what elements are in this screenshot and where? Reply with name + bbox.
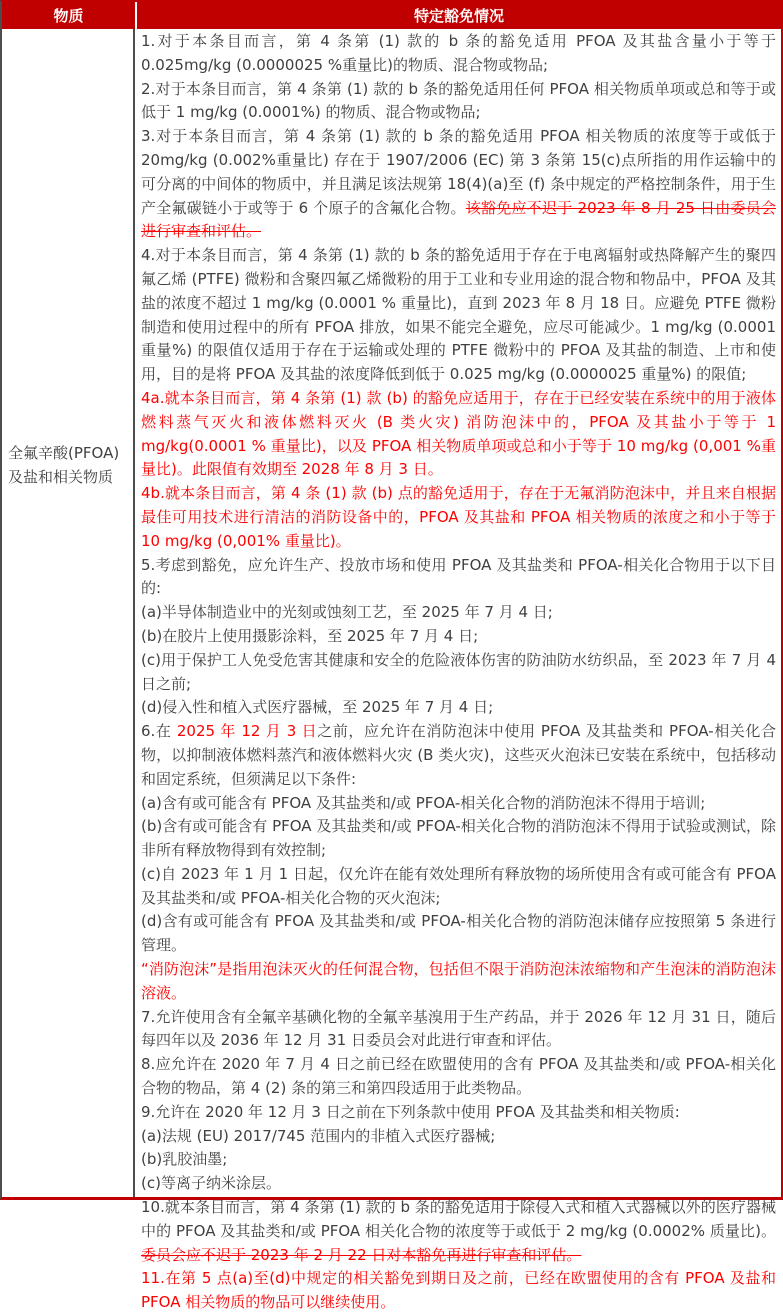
column-header-exemption: 特定豁免情况: [135, 2, 781, 29]
exemption-paragraph: [141, 1148, 776, 1172]
text-segment: (b)含有或可能含有 PFOA 及其盐类和/或 PFOA-相关化合物的消防泡沫不得用于试验或测试，除非所有释放物得到有效控制;: [141, 817, 776, 860]
exemption-paragraph: [141, 482, 776, 553]
exemption-cell: [135, 29, 781, 1312]
exemption-paragraph: [141, 649, 776, 697]
text-segment: (a)含有或可能含有 PFOA 及其盐类和/或 PFOA-相关化合物的消防泡沫不得用于培训;: [141, 793, 706, 812]
text-segment: (c)自 2023 年 1 月 1 日起，仅允许在能有效处理所有释放物的场所使用含有或可能含有 PFOA 及其盐类和/或 PFOA-相关化合物的灭火泡沫;: [141, 864, 776, 907]
text-segment: 2025 年 12 月 3 日: [176, 722, 318, 741]
text-segment: 4b.就本条目而言，第 4 条 (1) 款 (b) 点的豁免适用于，存在于无氟消防泡沫中，并且来自根据最佳可用技术进行清洁的消防设备中的，PFOA 及其盐和 PFOA 相关物质的浓度之和小于等于 10 mg/kg (0,001% 重量比)。: [141, 484, 776, 550]
text-segment: (b)在胶片上使用摄影涂料，至 2025 年 7 月 4 日;: [141, 626, 479, 645]
exemption-paragraph: [141, 1053, 776, 1101]
text-segment: 1.对于本条目而言，第 4 条第 (1) 款的 b 条的豁免适用 PFOA 及其盐含量小于等于 0.025mg/kg (0.0000025 %重量比)的物质、混合物或物品;: [141, 32, 776, 74]
exemption-paragraph: [141, 910, 776, 958]
table-header-row: [2, 2, 781, 29]
text-segment: (b)乳胶油墨;: [141, 1150, 228, 1169]
text-segment: 6.在: [141, 722, 177, 741]
exemption-paragraph: [141, 815, 776, 863]
substance-cell: [2, 29, 135, 1197]
text-segment: (a)法规 (EU) 2017/745 范围内的非植入式医疗器械;: [141, 1126, 496, 1145]
exemption-paragraph: [141, 1125, 776, 1149]
exemption-paragraph: [141, 720, 776, 791]
exemption-paragraph: [141, 625, 776, 649]
substance-name: 全氟辛酸(PFOA)及盐和相关物质: [8, 444, 120, 486]
text-segment: 10.就本条目而言，第 4 条第 (1) 款的 b 条的豁免适用于除侵入式和植入式器械以外的医疗器械中的 PFOA 及其盐类和/或 PFOA 相关化合物的浓度等于或低于 2 mg/kg (0.0002% 质量比)。: [141, 1198, 776, 1240]
text-segment: 11.在第 5 点(a)至(d)中规定的相关豁免到期日及之前，已经在欧盟使用的含有 PFOA 及盐和 PFOA 相关物质的物品可以继续使用。: [141, 1269, 776, 1312]
table-body-row: [2, 29, 781, 1312]
exemption-paragraph: [141, 1172, 776, 1196]
column-header-substance: 物质: [2, 2, 135, 29]
text-segment: “消防泡沫”是指用泡沫灭火的任何混合物，包括但不限于消防泡沫浓缩物和产生泡沫的消防泡沫溶液。: [141, 960, 776, 1002]
exemption-paragraph: [141, 601, 776, 625]
text-segment: (d)侵入性和植入式医疗器械，至 2025 年 7 月 4 日;: [141, 698, 494, 717]
exemption-paragraph: [141, 554, 776, 602]
text-segment: 2.对于本条目而言，第 4 条第 (1) 款的 b 条的豁免适用任何 PFOA 相关物质单项或总和等于或低于 1 mg/kg (0.0001%) 的物质、混合物或物品;: [141, 79, 776, 122]
text-segment: (c)用于保护工人免受危害其健康和安全的危险液体伤害的防油防水纺织品，至 2023 年 7 月 4 日之前;: [141, 650, 776, 693]
text-segment: (d)含有或可能含有 PFOA 及其盐类和/或 PFOA-相关化合物的消防泡沫储存应按照第 5 条进行管理。: [141, 912, 776, 955]
exemption-paragraph: [141, 1196, 776, 1267]
exemption-paragraph: [141, 244, 776, 387]
text-segment: 之前，应允许在消防泡沫中使用 PFOA 及其盐类和 PFOA-相关化合物，以抑制液体燃料蒸汽和液体燃料火灾 (B 类火灾)，这些灭火泡沫已安装在系统中，包括移动和固定系统，但须满足以下条件:: [141, 722, 776, 788]
exemption-paragraph: [141, 1101, 776, 1125]
text-segment: 9.允许在 2020 年 12 月 3 日之前在下列条款中使用 PFOA 及其盐类和相关物质:: [141, 1102, 680, 1121]
exemption-paragraph: [141, 792, 776, 816]
exemption-paragraph: [141, 696, 776, 720]
text-segment: 该豁免应不迟于 2023 年 8 月 25 日由委员会进行审查和评估。: [141, 198, 776, 241]
text-segment: 4.对于本条目而言，第 4 条第 (1) 款的 b 条的豁免适用于存在于电离辐射或热降解产生的聚四氟乙烯 (PTFE) 微粉和含聚四氟乙烯微粉的用于工业和专业用途的混合物和物品中，PFOA 及其盐的浓度不超过 1 mg/kg (0.0001 % 重量比)，直到 2023 年 8 月 18 日。应避免 PTFE 微粉制造和使用过程中的所有 PFOA 排放，如果不能完全避免，应尽可能减少。1 mg/kg (0.0001 重量%) 的限值仅适用于存在于运输或处理的 PTFE 微粉中的 PFOA 及其盐的制造、上市和使用，目的是将 PFOA 及其盐的浓度降低到低于 0.025 mg/kg (0.0000025 重量%) 的限值;: [141, 246, 776, 384]
text-segment: 5.考虑到豁免，应允许生产、投放市场和使用 PFOA 及其盐类和 PFOA-相关化合物用于以下目的:: [141, 555, 776, 598]
text-segment: 8.应允许在 2020 年 7 月 4 日之前已经在欧盟使用的含有 PFOA 及其盐类和/或 PFOA-相关化合物的物品，第 4 (2) 条的第三和第四段适用于此类物品。: [141, 1055, 776, 1098]
text-segment: (c)等离子纳米涂层。: [141, 1174, 281, 1193]
exemption-paragraph: [141, 78, 776, 126]
text-segment: 7.允许使用含有全氟辛基碘化物的全氟辛基溴用于生产药品，并于 2026 年 12 月 31 日，随后每四年以及 2036 年 12 月 31 日委员会对此进行审查和评估。: [141, 1007, 776, 1050]
text-segment: 3.对于本条目而言，第 4 条第 (1) 款的 b 条的豁免适用 PFOA 相关物质的浓度等于或低于 20mg/kg (0.002%重量比) 存在于 1907/2006 (EC) 第 3 条第 15(c)点所指的用作运输中的可分离的中间体的物质中，并且满足该法规第 18(4)(a)至 (f) 条中规定的严格控制条件，用于生产全氟碳链小于或等于 6 个原子的含氟化合物。: [141, 127, 776, 217]
exemption-paragraph: [141, 863, 776, 911]
exemption-paragraph: [141, 125, 776, 244]
exemption-paragraph: [141, 1006, 776, 1054]
text-segment: 4a.就本条目而言，第 4 条第 (1) 款 (b) 的豁免应适用于，存在于已经安装在系统中的用于液体燃料蒸气灭火和液体燃料灭火 (B 类火灾) 消防泡沫中的，PFOA 及其盐小于等于 1 mg/kg(0.0001 % 重量比)，以及 PFOA 相关物质单项或总和小于等于 10 mg/kg (0,001 %重量比)。此限值有效期至 2028 年 8 月 3 日。: [141, 388, 776, 479]
exemption-paragraph: [141, 30, 776, 78]
text-segment: (a)半导体制造业中的光刻或蚀刻工艺，至 2025 年 7 月 4 日;: [141, 603, 553, 622]
text-segment: 委员会应不迟于 2023 年 2 月 22 日对本豁免再进行审查和评估。: [141, 1245, 582, 1264]
exemption-paragraph: [141, 387, 776, 482]
exemption-paragraph: [141, 958, 776, 1006]
exemption-paragraph: [141, 1267, 776, 1315]
